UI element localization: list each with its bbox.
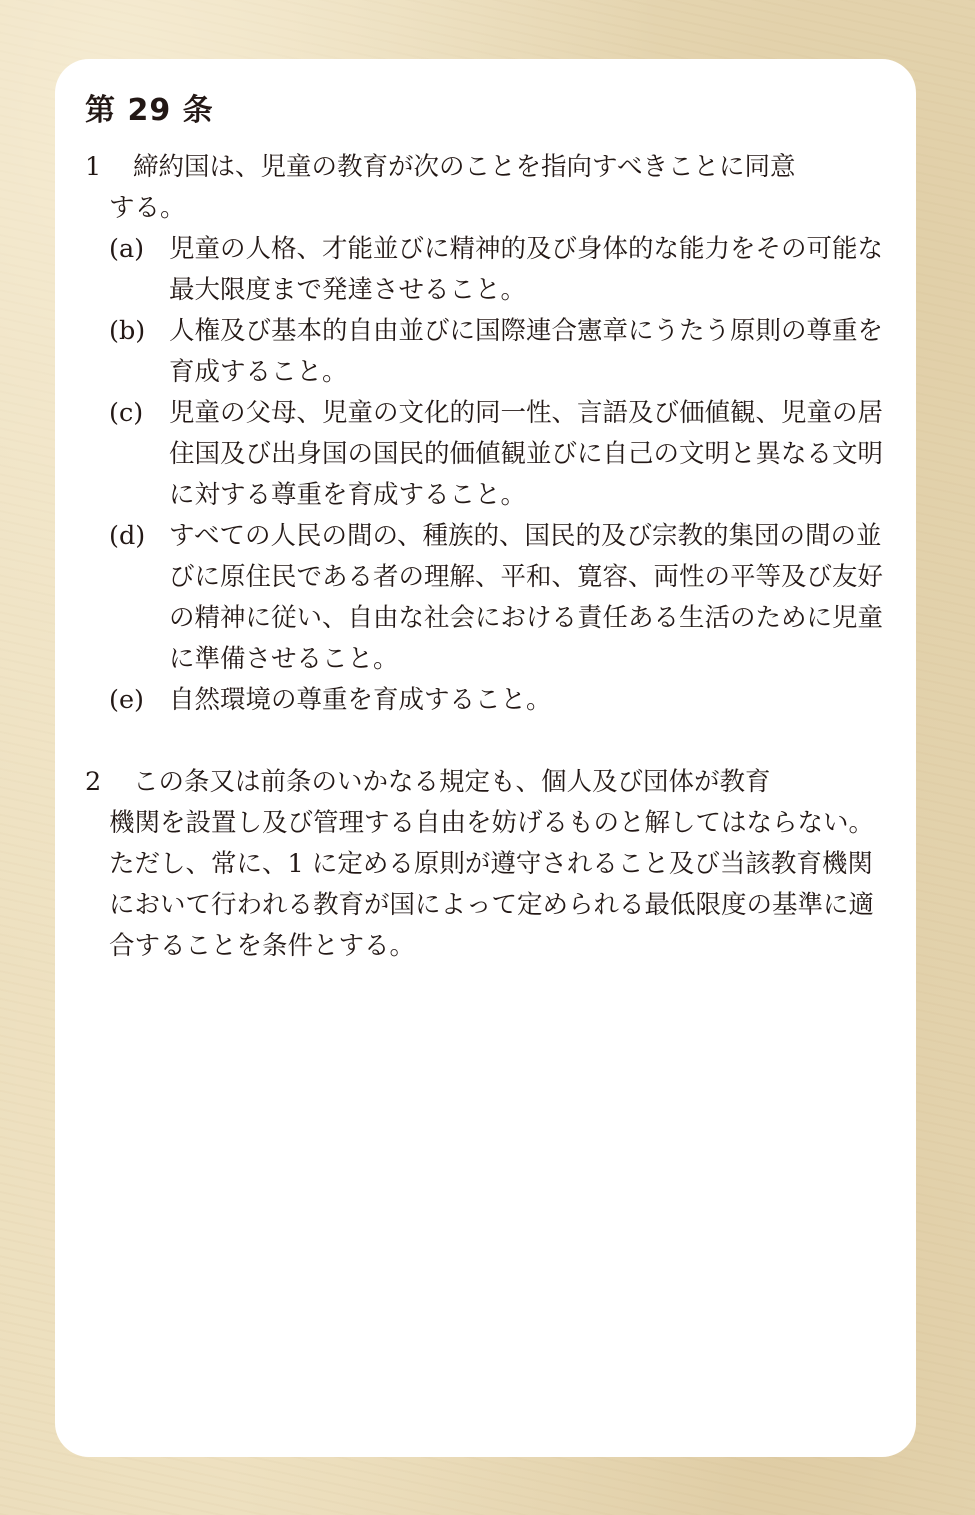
item-text: 児童の人格、才能並びに精神的及び身体的な能力をその可能な最大限度まで発達させること。 [169,234,884,305]
paragraph-1-first-line [85,147,885,188]
item-list [109,229,885,721]
list-item-b [109,311,885,393]
paragraph-2-first-line [85,762,885,803]
list-item-e [109,680,885,721]
item-text: すべての人民の間の、種族的、国民的及び宗教的集団の間の並びに原住民である者の理解、平和、寛容、両性の平等及び友好の精神に従い、自由な社会における責任ある生活のために児童に準備させること。 [169,521,884,674]
paragraph-continuation: 機関を設置し及び管理する自由を妨げるものと解してはならない。ただし、常に、1 に定める原則が遵守されること及び当該教育機関において行われる教育が国によって定められる最低限度の基準に適合することを条件とする。 [109,808,875,961]
list-item-a [109,229,885,311]
paragraph-lead: この条又は前条のいかなる規定も、個人及び団体が教育 [133,767,771,797]
paragraph-2 [85,762,885,967]
paragraph-1 [85,147,885,721]
item-label: (d) [109,521,146,551]
item-text: 自然環境の尊重を育成すること。 [169,685,552,715]
item-label: (e) [109,685,144,715]
item-label: (a) [109,234,145,264]
paragraph-continuation: する。 [109,193,186,223]
article-body [85,147,885,967]
paragraph-lead: 締約国は、児童の教育が次のことを指向すべきことに同意 [133,152,796,182]
article-title: 第 29 条 [85,93,214,128]
paragraph-number: 1 [85,152,102,182]
article-card [55,59,916,1457]
list-item-c [109,393,885,516]
item-label: (b) [109,316,146,346]
paragraph-number: 2 [85,767,102,797]
list-item-d [109,516,885,680]
item-text: 児童の父母、児童の文化的同一性、言語及び価値観、児童の居住国及び出身国の国民的価値観並びに自己の文明と異なる文明に対する尊重を育成すること。 [169,398,884,510]
item-label: (c) [109,398,144,428]
item-text: 人権及び基本的自由並びに国際連合憲章にうたう原則の尊重を育成すること。 [169,316,884,387]
